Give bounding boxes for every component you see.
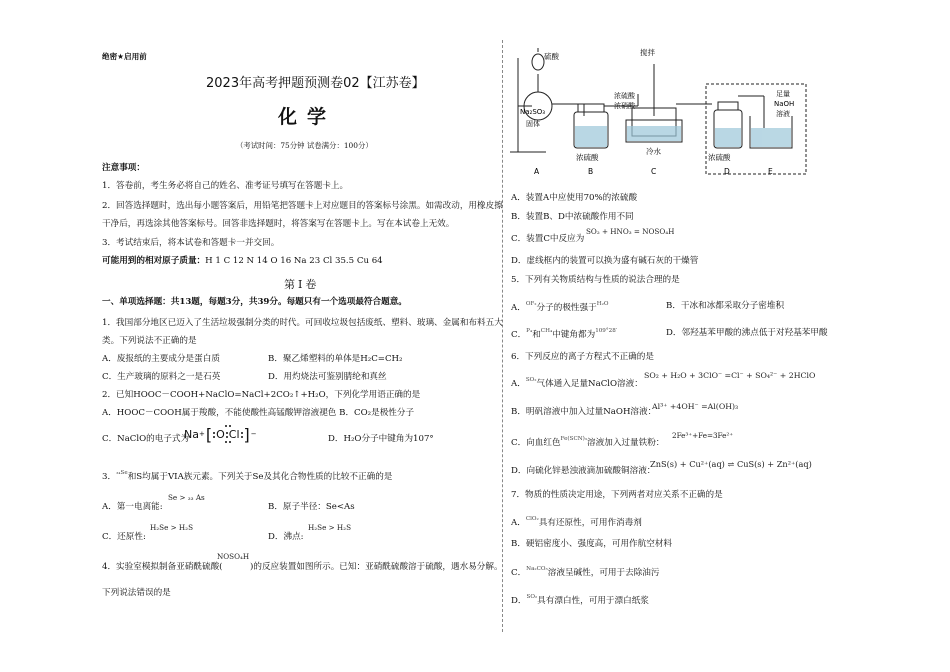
confidential-mark: 绝密★启用前 (102, 52, 147, 61)
q3-stem: 3．$^{_{34}Se}$和S均属于VIA族元素。下列关于Se及其化合物性质的比较不正确的是 (102, 470, 393, 482)
q6-option-a: A．$^{SO_2}$气体通入足量NaClO溶液： (511, 377, 643, 389)
q1-option-c: C．生产玻璃的原料之一是石英 (102, 372, 221, 382)
q4-option-b: B．装置B、D中浓硫酸作用不同 (511, 212, 634, 222)
q7-stem: 7．物质的性质决定用途，下列两者对应关系不正确的是 (511, 490, 723, 500)
q1-stem: 1．我国部分地区已迈入了生活垃圾强制分类的时代。可回收垃圾包括废纸、塑料、玻璃、金属和布料五大 (102, 318, 503, 328)
q6-option-d: D．向硫化锌悬浊液滴加硫酸铜溶液： (511, 466, 656, 476)
q6-option-b-equation: Al³⁺ +4OH⁻ =Al(OH)₃ (652, 402, 739, 411)
q7-option-c: C．$^{Na_2CO_3}$溶液呈碱性，可用于去除油污 (511, 566, 660, 578)
q2-stem: 2．已知HOOC－COOH+NaClO=NaCl+2CO₂↑+H₂O，下列化学用语正确的是 (102, 390, 421, 400)
label-na2so3: Na₂SO₃ (520, 108, 546, 116)
q6-option-b: B．明矾溶液中加入过量NaOH溶液： (511, 407, 657, 417)
q4-formula: NOSO₄H (217, 552, 250, 561)
q4-option-c: C．装置C中反应为 (511, 234, 585, 244)
q1-option-b: B．聚乙烯塑料的单体是H₂C=CH₂ (268, 354, 403, 364)
q4-stem: 4．实验室模拟制备亚硝酰硫酸( (102, 562, 223, 572)
lewis-cl: Cl (228, 428, 240, 441)
note-line: 1．答卷前，考生务必将自己的姓名、准考证号填写在答题卡上。 (102, 181, 349, 191)
q6-option-c: C．向血红色$^{Fe(SCN)_3}$溶液加入过量铁粉： (511, 436, 665, 448)
label-stir: 搅拌 (640, 48, 655, 57)
q4-option-c-formula: SO₂ + HNO₃ = NOSO₄H (586, 227, 675, 236)
nacl-o-lewis-structure: Na + [ O Cl ] − (184, 425, 257, 444)
volume-label: 第Ⅰ卷 (284, 278, 320, 291)
q7-option-a: A．$^{ClO_2}$具有还原性，可用作消毒剂 (511, 516, 642, 528)
lewis-na: Na (184, 428, 199, 441)
exam-info: （考试时间：75分钟 试卷满分：100分） (236, 141, 373, 150)
q2-option-c: C．NaClO的电子式为 (102, 434, 190, 444)
label-e: E (768, 167, 773, 176)
q1-stem: 类。下列说法不正确的是 (102, 336, 197, 346)
q6-option-d-equation: ZnS(s) + Cu²⁺(aq) ⇌ CuS(s) + Zn²⁺(aq) (650, 459, 812, 469)
note-line: 2．回答选择题时，选出每小题答案后，用铅笔把答题卡上对应题目的答案标号涂黑。如需改动，用橡皮擦 (102, 201, 503, 211)
label-naoh-3: 溶液 (776, 110, 790, 118)
q3-option-a-formula: Se > ₃₃ As (168, 493, 205, 502)
label-naoh-2: NaOH (774, 100, 795, 108)
label-a: A (534, 167, 540, 176)
apparatus-diagram (506, 44, 808, 180)
q2-option-d: D．H₂O分子中键角为107° (328, 434, 434, 444)
q6-option-c-equation: 2Fe³⁺+Fe=3Fe²⁺ (672, 431, 734, 440)
q6-option-a-equation: SO₂ + H₂O + 3ClO⁻ =Cl⁻ + SO₄²⁻ + 2HClO (644, 371, 816, 380)
q4-stem-2: 下列说法错误的是 (102, 588, 171, 598)
label-mix-sulfuric: 浓硫酸 (614, 92, 635, 100)
q1-option-d: D．用灼烧法可鉴别腈纶和真丝 (268, 372, 387, 382)
atomic-masses-label: 可能用到的相对原子质量： (102, 256, 206, 266)
label-cold-water: 冷水 (646, 147, 661, 156)
label-conc-sulfuric-d: 浓硫酸 (708, 153, 731, 162)
q5-option-d: D．邻羟基苯甲酸的沸点低于对羟基苯甲酸 (666, 328, 828, 338)
subject-title: 化学 (278, 106, 337, 128)
note-line: 干净后，再选涂其他答案标号。回答非选择题时，将答案写在答题卡上。写在本试卷上无效。 (102, 219, 455, 229)
q7-option-b: B．硬铝密度小、强度高，可用作航空材料 (511, 539, 673, 549)
column-divider (502, 40, 503, 632)
atomic-masses (102, 256, 383, 266)
q2-options-ab: A．HOOC－COOH属于羧酸，不能使酸性高锰酸钾溶液褪色 B．CO₂是极性分子 (102, 408, 415, 418)
q3-option-c-formula: H₂Se > H₂S (150, 523, 193, 532)
q3-option-d-formula: H₂Se > H₂S (308, 523, 351, 532)
label-mix-nitric: 浓硝酸 (614, 102, 635, 110)
q3-option-a: A．第一电离能: (102, 502, 163, 512)
exam-title: 2023年高考押题预测卷02【江苏卷】 (206, 76, 425, 91)
label-naoh-1: 足量 (776, 90, 790, 98)
q3-option-d: D．沸点: (268, 532, 304, 542)
q4-option-a: A．装置A中应使用70%的浓硫酸 (511, 193, 638, 203)
label-solid: 固体 (526, 120, 540, 128)
label-c: C (651, 167, 657, 176)
q4-stem-cont: )的反应装置如图所示。已知：亚硝酰硫酸溶于硫酸，遇水易分解。 (250, 562, 503, 572)
q3-option-c: C．还原性: (102, 532, 146, 542)
q7-option-d: D．$^{SO_2}$具有漂白性，可用于漂白纸浆 (511, 594, 649, 606)
se-formula: ₃₄Se (116, 470, 128, 476)
q5-option-c: C．$^{P_4}$和$^{CH_4}$中键角都为$^{109^\circ 28'}$ (511, 328, 618, 340)
q5-stem: 5．下列有关物质结构与性质的说法合理的是 (511, 275, 680, 285)
label-d: D (724, 167, 730, 176)
q5-option-a: A．$^{OF_2}$分子的极性强于$^{H_2O}$ (511, 301, 609, 313)
note-line: 3．考试结束后，将本试卷和答题卡一并交回。 (102, 238, 280, 248)
q3-option-b: B．原子半径：Se<As (268, 502, 355, 512)
q4-option-d: D．虚线框内的装置可以换为盛有碱石灰的干燥管 (511, 256, 699, 266)
notes-heading: 注意事项： (102, 163, 145, 173)
atomic-masses-values: H 1 C 12 N 14 O 16 Na 23 Cl 35.5 Cu 64 (205, 256, 383, 266)
q1-option-a: A．废报纸的主要成分是蛋白质 (102, 354, 220, 364)
label-b: B (588, 167, 594, 176)
label-conc-sulfuric-b: 浓硫酸 (576, 153, 599, 162)
section-heading: 一、单项选择题：共13题，每题3分，共39分。每题只有一个选项最符合题意。 (102, 297, 407, 307)
label-sulfuric-acid: 硫酸 (544, 52, 559, 61)
q5-option-b: B．干冰和冰都采取分子密堆积 (666, 301, 785, 311)
lewis-o: O (216, 428, 225, 441)
q6-stem: 6．下列反应的离子方程式不正确的是 (511, 352, 654, 362)
